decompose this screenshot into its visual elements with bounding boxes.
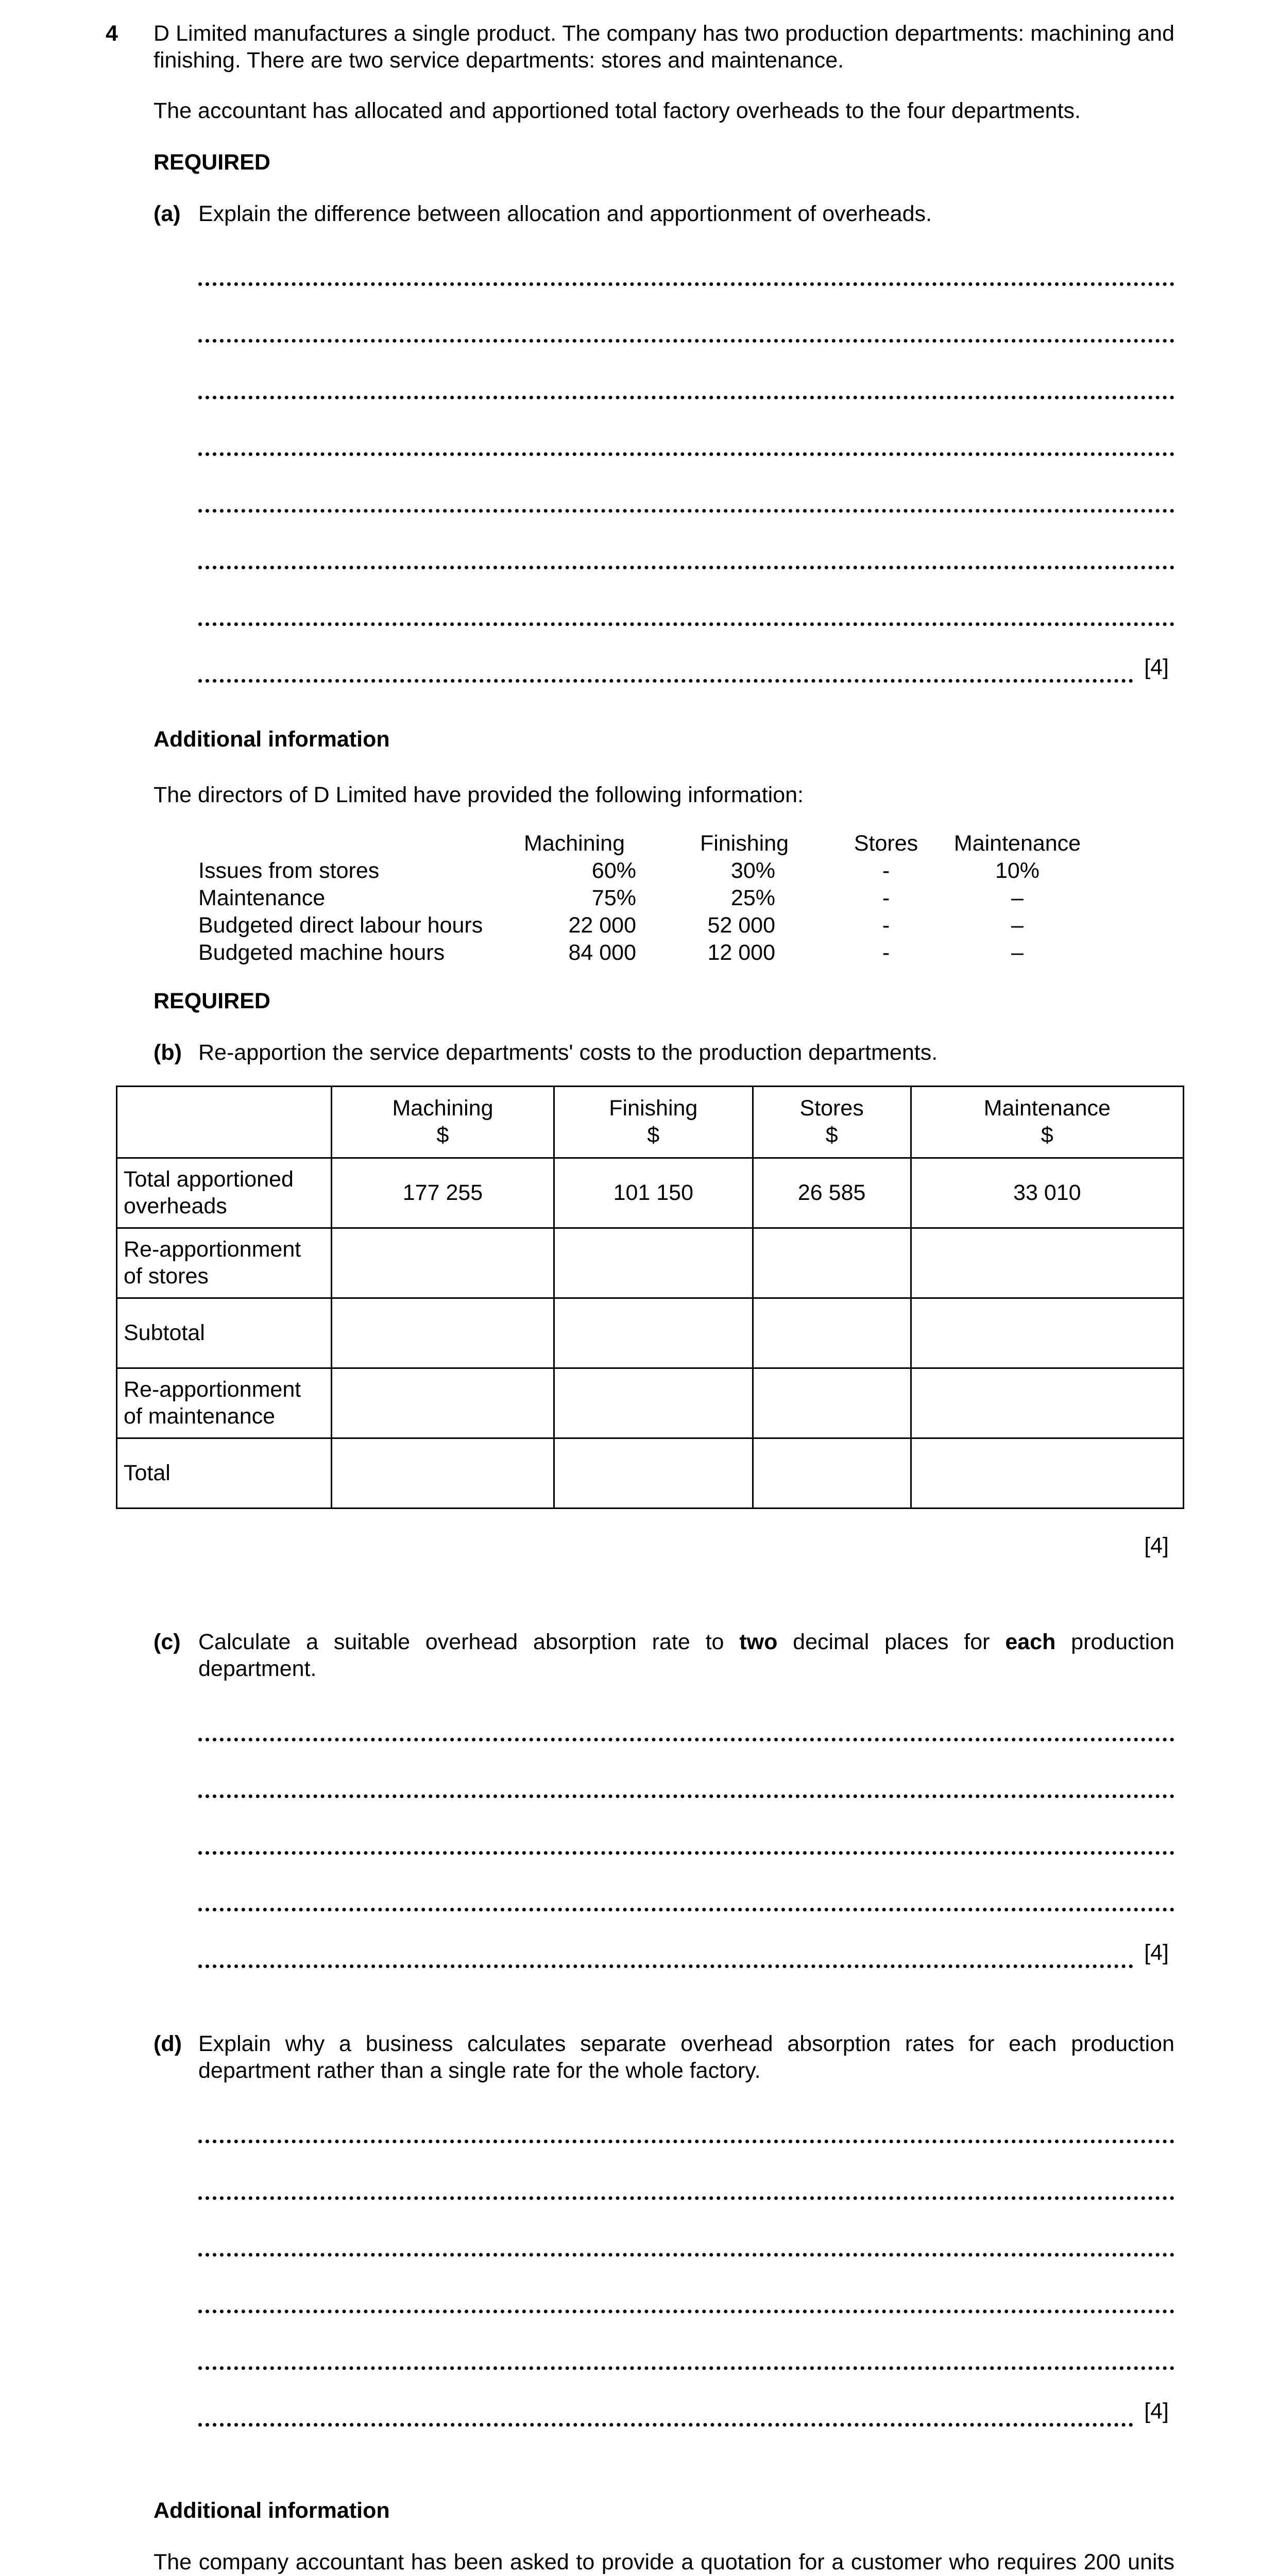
part-c-text: Calculate a suitable overhead absorption rate to two decimal places for each production department. [198, 1630, 1174, 1681]
answer-cell[interactable] [753, 1368, 911, 1438]
answer-line[interactable] [198, 282, 1174, 286]
additional-info-text: The directors of D Limited have provided the following information: [154, 783, 804, 807]
info-cell: 52 000 [707, 913, 775, 938]
question-intro: D Limited manufactures a single product. The company has two production departments: machining and finishing. There are two service departments: stores and maintenance. [154, 21, 1174, 73]
question-number: 4 [106, 21, 118, 46]
answer-cell[interactable] [911, 1368, 1183, 1438]
info-cell: 30% [730, 858, 775, 883]
answer-cell[interactable] [554, 1368, 753, 1438]
info-cell: - [882, 858, 890, 883]
row-label: Subtotal [117, 1298, 332, 1368]
additional-info-heading: Additional information [154, 727, 390, 752]
info-cell: 75% [591, 886, 636, 910]
info-row-label: Maintenance [198, 886, 326, 910]
row-label: Re-apportionment of maintenance [117, 1368, 332, 1438]
row-label: Total apportioned overheads [117, 1158, 332, 1228]
answer-line[interactable] [198, 1908, 1174, 1911]
answer-line[interactable] [198, 1794, 1174, 1798]
answer-cell[interactable] [753, 1298, 911, 1368]
table-corner-cell [117, 1087, 332, 1158]
answer-line[interactable] [198, 566, 1174, 569]
info-cell: 60% [591, 858, 636, 883]
info-row-label: Budgeted direct labour hours [198, 913, 483, 938]
info-cell: 12 000 [707, 940, 775, 965]
part-d-text: Explain why a business calculates separate overhead absorption rates for each production department rather than a single rate for the whole factory. [198, 2031, 1174, 2083]
table-header-maintenance: Maintenance $ [911, 1087, 1183, 1158]
table-row [117, 1298, 1184, 1368]
info-cell: 25% [730, 886, 775, 910]
answer-line[interactable] [198, 2366, 1174, 2370]
info-cell: - [882, 913, 890, 938]
table-cell: 101 150 [554, 1158, 753, 1228]
question-intro-2: The accountant has allocated and apportioned total factory overheads to the four departments. [154, 98, 1081, 123]
part-a-label: (a) [154, 201, 181, 226]
answer-cell[interactable] [911, 1228, 1183, 1298]
answer-cell[interactable] [753, 1438, 911, 1509]
answer-line[interactable] [198, 2253, 1174, 2257]
answer-line[interactable] [198, 1738, 1174, 1741]
required-heading: REQUIRED [154, 989, 270, 1013]
answer-cell[interactable] [332, 1228, 554, 1298]
part-b-text: Re-apportion the service departments' costs to the production departments. [198, 1040, 938, 1065]
additional-info-heading-2: Additional information [154, 2498, 390, 2523]
part-c-label: (c) [154, 1630, 181, 1654]
answer-line[interactable] [198, 2140, 1174, 2143]
part-a-text: Explain the difference between allocation and apportionment of overheads. [198, 201, 932, 226]
part-b-mark: [4] [1144, 1533, 1169, 1558]
answer-line[interactable] [198, 622, 1174, 626]
additional-info-text-2: The company accountant has been asked to provide a quotation for a customer who requires 200 units [154, 2550, 1174, 2574]
answer-line[interactable] [198, 2423, 1133, 2427]
answer-cell[interactable] [332, 1298, 554, 1368]
row-label: Re-apportionment of stores [117, 1228, 332, 1298]
info-cell: – [1011, 940, 1024, 965]
part-b-label: (b) [154, 1040, 182, 1065]
info-cell: – [1011, 886, 1024, 910]
row-label: Total [117, 1438, 332, 1509]
answer-cell[interactable] [554, 1438, 753, 1509]
info-cell: - [882, 886, 890, 910]
answer-cell[interactable] [911, 1438, 1183, 1509]
info-row-label: Budgeted machine hours [198, 940, 445, 965]
table-cell: 26 585 [753, 1158, 911, 1228]
col-header-finishing: Finishing [700, 831, 789, 856]
part-c-mark: [4] [1144, 1940, 1169, 1965]
answer-line[interactable] [198, 1851, 1174, 1855]
table-header-machining: Machining $ [332, 1087, 554, 1158]
answer-line[interactable] [198, 396, 1174, 399]
answer-cell[interactable] [911, 1298, 1183, 1368]
info-cell: 10% [995, 858, 1040, 883]
table-header-finishing: Finishing $ [554, 1087, 753, 1158]
table-cell: 177 255 [332, 1158, 554, 1228]
answer-cell[interactable] [554, 1298, 753, 1368]
table-row [117, 1228, 1184, 1298]
reapportionment-table [116, 1086, 1184, 1509]
part-d-mark: [4] [1144, 2399, 1169, 2424]
answer-line[interactable] [198, 1964, 1133, 1968]
table-row [117, 1158, 1184, 1228]
answer-cell[interactable] [332, 1368, 554, 1438]
info-cell: – [1011, 913, 1024, 938]
answer-cell[interactable] [554, 1228, 753, 1298]
info-cell: - [882, 940, 890, 965]
col-header-maintenance: Maintenance [953, 831, 1081, 856]
table-header-row [117, 1087, 1184, 1158]
table-row [117, 1438, 1184, 1509]
answer-line[interactable] [198, 2196, 1174, 2200]
part-a-mark: [4] [1144, 655, 1169, 680]
answer-line[interactable] [198, 2310, 1174, 2313]
answer-line[interactable] [198, 339, 1174, 343]
table-row [117, 1368, 1184, 1438]
required-heading: REQUIRED [154, 150, 270, 175]
answer-cell[interactable] [753, 1228, 911, 1298]
table-cell: 33 010 [911, 1158, 1183, 1228]
info-cell: 84 000 [568, 940, 636, 965]
answer-line[interactable] [198, 452, 1174, 456]
col-header-stores: Stores [854, 831, 918, 856]
info-row-label: Issues from stores [198, 858, 380, 883]
info-cell: 22 000 [568, 913, 636, 938]
answer-cell[interactable] [332, 1438, 554, 1509]
answer-line[interactable] [198, 679, 1133, 683]
table-header-stores: Stores $ [753, 1087, 911, 1158]
part-d-label: (d) [154, 2031, 182, 2056]
col-header-machining: Machining [524, 831, 625, 856]
answer-line[interactable] [198, 509, 1174, 513]
